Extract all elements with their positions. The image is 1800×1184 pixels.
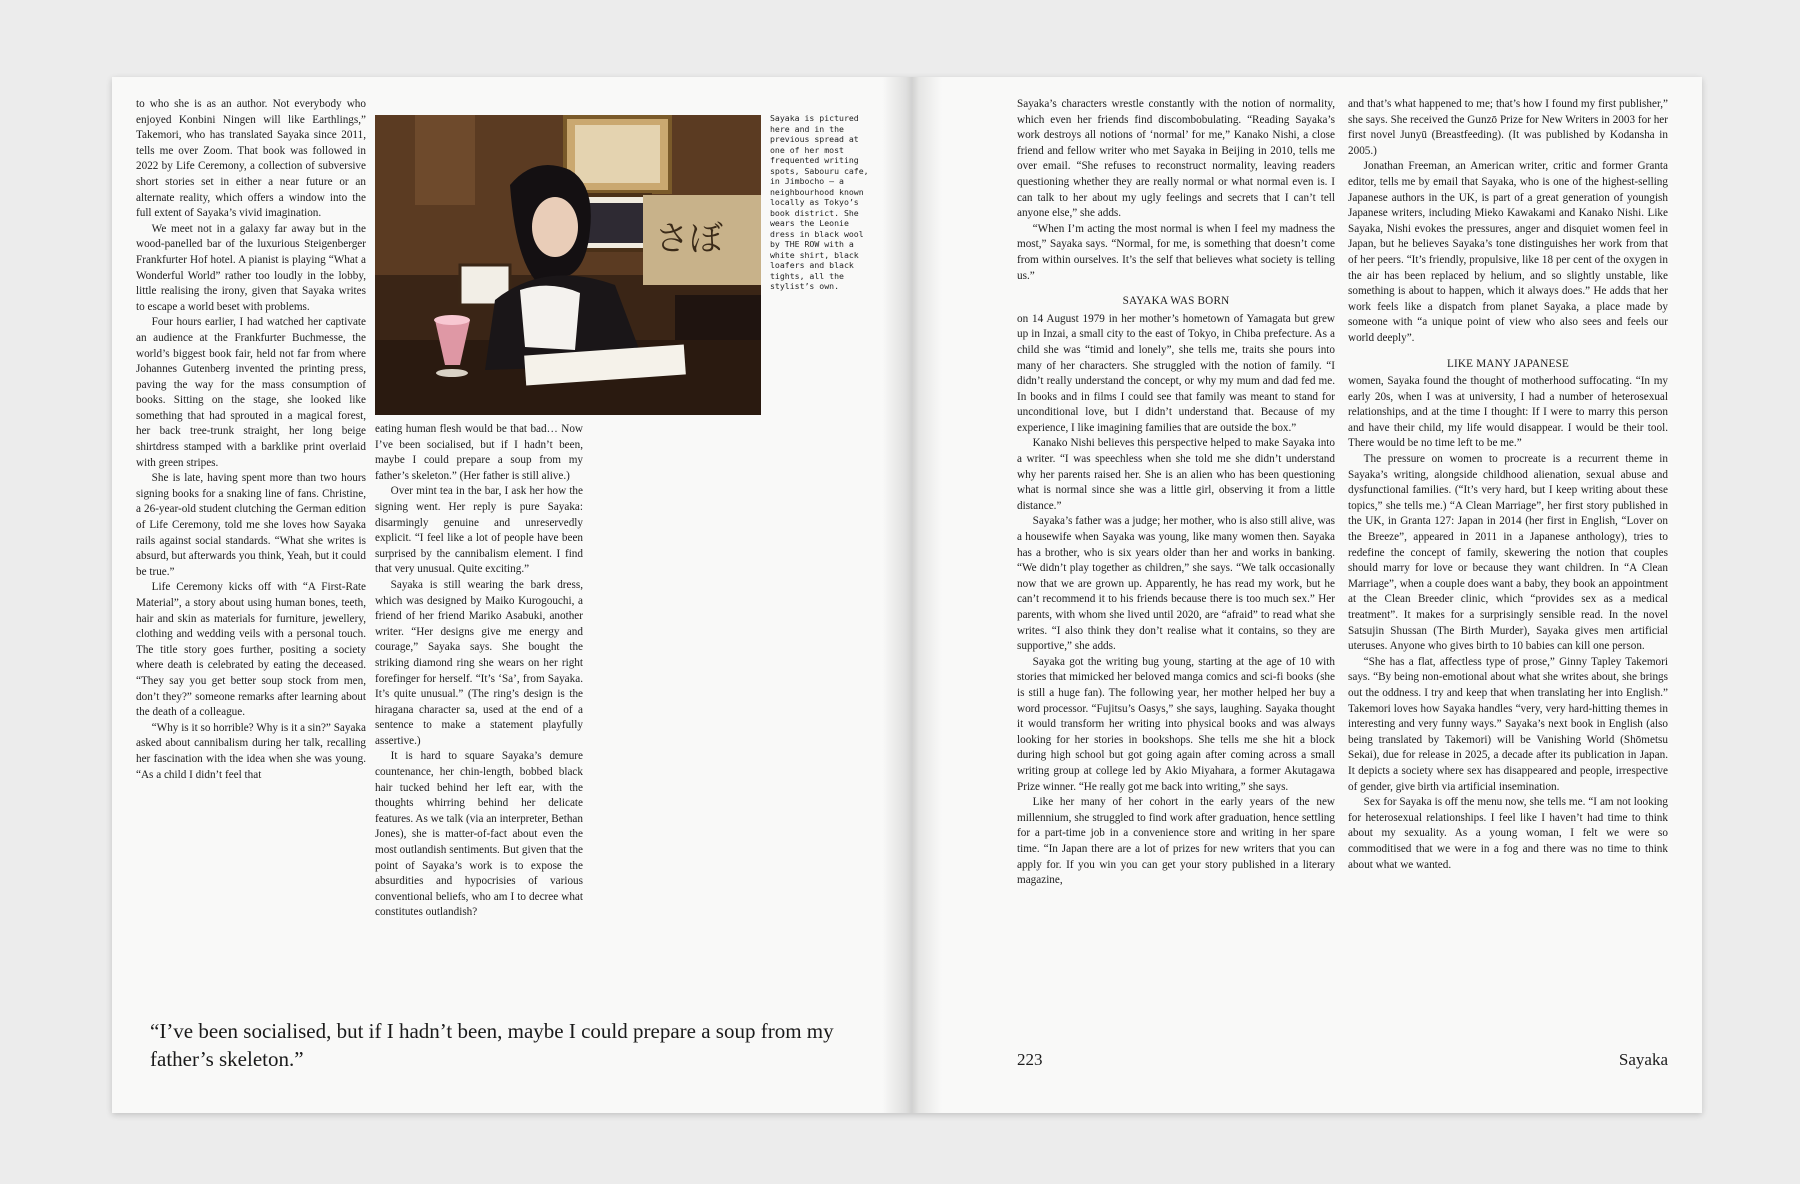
right-column-1 — [1017, 97, 1335, 889]
left-column-1 — [136, 97, 366, 783]
svg-text:さぼ: さぼ — [655, 219, 723, 259]
body-paragraph: Sayaka is still wearing the bark dress, which was designed by Maiko Kurogouchi, a friend of her friend Mariko Asabuki, another writer. “Her designs give me energy and courage,” Sayaka says. She bought the striking diamond ring she wears on her right forefinger for herself. “It’s ‘Sa’, from Sayaka. It’s quite unusual.” (The ring’s design is the hiragana character sa, used at the end of a sentence to make a statement playfully assertive.) — [375, 578, 583, 747]
running-head: Sayaka — [1618, 1050, 1668, 1069]
right-column-2 — [1348, 97, 1668, 873]
body-paragraph: It is hard to square Sayaka’s demure countenance, her chin-length, bobbed black hair tucked behind her left ear, with the thoughts whirring behind her delicate features. As we talk (via an interpreter, Bethan Jones), she is matter-of-fact about even the most outlandish sentiments. But given that the point of Sayaka’s work is to expose the absurdities and hypocrisies of various conventional beliefs, who am I to decree what constitutes outlandish? — [375, 750, 583, 919]
body-paragraph: Like her many of her cohort in the early years of the new millennium, she struggled to find work after graduation, hence settling for a part-time job in a convenience store and writing in her spare time. “In Japan there are a lot of prizes for new writers that you can apply for. If you win you can get your story published in a literary magazine, — [1017, 796, 1335, 887]
body-paragraph: Life Ceremony kicks off with “A First-Rate Material”, a story about using human bones, teeth, hair and skin as materials for furniture, jewellery, clothing and wedding veils with a personal touch. The title story goes further, positing a society where death is celebrated by eating the deceased. “They say you get better soup stock from men, don’t they?” someone remarks after learning about the death of a colleague. — [136, 581, 366, 719]
magazine-spread — [112, 77, 1702, 1113]
body-paragraph: “She has a flat, affectless type of prose,” Ginny Tapley Takemori says. “By being non-emotional about what she writes about, she brings out the oddness. I try and keep that when translating her into English.” Takemori loves how Sayaka handles “very, very hard-hitting themes in interesting and very funny ways.” Sayaka’s next book in English (also being translated by Takemori) will be Vanishing World (Shōmetsu Sekai), due for release in 2025, a decade after its publication in Japan. It depicts a society where sex has disappeared and people, irrespective of gender, give birth via artificial insemination. — [1348, 655, 1668, 793]
spine-shadow — [882, 77, 942, 1113]
body-paragraph: Jonathan Freeman, an American writer, critic and former Granta editor, tells me by email that Sayaka, who is one of the highest-selling Japanese authors in the UK, is part of a great generation of youngish Japanese writers, including Mieko Kawakami and Kanako Nishi. Like Sayaka, Nishi evokes the pressures, anger and disquiet women feel in Japan, but he believes Sayaka’s tone distinguishes her work from that of her peers. “It’s friendly, propulsive, like 18 per cent of the oxygen in the air has been replaced by helium, and so slightly unstable, like something is about to happen, which it always does.” He adds that her work feels like a dispatch from planet Sayaka, a place made by someone with “a unique point of view who also sees and feels our world deeply”. — [1348, 160, 1668, 344]
body-paragraph: Kanako Nishi believes this perspective helped to make Sayaka into a writer. “I was speechless when she told me she didn’t understand why her parents raised her. She is an alien who has been questioning what is normal since she was a little girl, observing it from a little distance.” — [1017, 437, 1335, 512]
cafe-scene-image — [375, 115, 761, 415]
section-subhead: LIKE MANY JAPANESE — [1446, 357, 1570, 370]
body-paragraph: to who she is as an author. Not everybody who enjoyed Konbini Ningen will like Earthlings,” Takemori, who has translated Sayaka since 2011, tells me over Zoom. That book was followed in 2022 by Life Ceremony, a collection of subversive short stories set in either a near future or an alternate reality, which offers a window into the full extent of Sayaka’s vivid imagination. — [136, 98, 366, 220]
body-paragraph: We meet not in a galaxy far away but in the wood-panelled bar of the luxurious Steigenberger Frankfurter Hof hotel. A pianist is playing “What a Wonderful World” rather too loudly in the lobby, little realising the irony, given that Sayaka writes to escape a world beset with problems. — [136, 222, 366, 313]
photo-caption: Sayaka is pictured here and in the previous spread at one of her most frequented writing spots, Sabouru cafe, in Jimbocho – a neighbourhood known locally as Tokyo’s book district. She wears the Leonie dress in black wool by THE ROW with a white shirt, black loafers and black tights, all the stylist’s own. — [770, 113, 869, 291]
body-paragraph: on 14 August 1979 in her mother’s hometown of Yamagata but grew up in Inzai, a small city to the east of Tokyo, in Chiba prefecture. As a child she was “timid and lonely”, she tells me, traits she pours into many of her characters. She struggled with the notion of family. “I didn’t really understand the concept, or why my mum and dad fed me. In books and in films I could see that family was meant to stand for unconditional love, but I didn’t understand that. Because of my experience, I like imagining families that are outside the box.” — [1017, 312, 1335, 434]
portrait-photo — [375, 115, 761, 415]
body-paragraph: Sex for Sayaka is off the menu now, she tells me. “I am not looking for heterosexual relationships. I feel like I haven’t had time to think about my sexuality. As a young woman, I felt we were so commoditised that we were in a fog and there was no time to think about what we wanted. — [1348, 796, 1668, 871]
body-paragraph: Sayaka got the writing bug young, starting at the age of 10 with stories that mimicked her beloved manga comics and sci-fi books (she is still a huge fan). The following year, her mother helped her buy a word processor. “Fujitsu’s Oasys,” she says, laughing. Sayaka thought it would transform her writing into physical books and was always looking for her stories in bookshops. She tells me she hit a block during high school but got going again after coming across a small writing group at college led by Akio Miyahara, a former Akutagawa Prize winner. “He really got me back into writing,” she says. — [1017, 655, 1335, 793]
body-paragraph: Four hours earlier, I had watched her captivate an audience at the Frankfurter Buchmesse, the world’s biggest book fair, held not far from where Johannes Gutenberg invented the printing press, paving the way for the mass consumption of books. Sitting on the stage, she looked like something that had sprouted in a magical forest, her back tree-trunk straight, her long beige shirtdress stamped with a barklike print overlaid with green stripes. — [136, 316, 366, 469]
body-paragraph: “When I’m acting the most normal is when I feel my madness the most,” Sayaka says. “Normal, for me, is something that doesn’t come from within ourselves. It’s the self that believes what society is telling us.” — [1017, 222, 1335, 282]
page-number: 223 — [1017, 1050, 1043, 1069]
body-paragraph: Sayaka’s characters wrestle constantly with the notion of normality, which even her friends find discombobulating. “Reading Sayaka’s work destroys all notions of ‘normal’ for me,” Kanako Nishi, a close friend and fellow writer who met Sayaka in Beijing in 2010, tells me over email. “She refuses to reconstruct normality, leaving readers questioning whether they are really normal or what normal even is. I can talk to her about my ugly feelings and secrets that I can’t tell anyone else,” she adds. — [1017, 98, 1335, 220]
body-paragraph: Sayaka’s father was a judge; her mother, who is also still alive, was a housewife when Sayaka was young, like many women then. Sayaka has a brother, who is six years older than her and works in banking. “We didn’t play together as children,” she says. “We talk occasionally now that we are grown up. Apparently, he has read my work, but he can’t recommend it to his friends because there is too much sex.” Her parents, with whom she lived until 2020, are “afraid” to read what she writes. “I also think they don’t realise what it contains, so they are supportive,” she adds. — [1017, 515, 1335, 653]
section-subhead: SAYAKA WAS BORN — [1122, 295, 1230, 308]
body-paragraph: Over mint tea in the bar, I ask her how the signing went. Her reply is pure Sayaka: disarmingly genuine and unreservedly explicit. “I feel like a lot of people have been surprised by the cannibalism element. I find that very unusual. Quite exciting.” — [375, 485, 583, 576]
body-paragraph: eating human flesh would be that bad… Now I’ve been socialised, but if I hadn’t been, maybe I could prepare a soup from my father’s skeleton.” (Her father is still alive.) — [375, 423, 583, 482]
left-column-2 — [375, 422, 583, 921]
body-paragraph: The pressure on women to procreate is a recurrent theme in Sayaka’s writing, alongside childhood alienation, sexual abuse and dysfunctional families. (“It’s very hard, but I keep writing about these topics,” she tells me.) “A Clean Marriage”, her first story published in the UK, in Granta 127: Japan in 2014 (her first in English, “Lover on the Breeze”, appeared in 2011 in a Japanese anthology), tries to redefine the concept of family, skewering the notion that couples should marry for love or because they want children. In “A Clean Marriage”, when a couple does want a baby, they book an appointment at the Clean Breeder clinic, which “provides sex as a medical treatment”. It makes for a surprisingly sensible read. In the novel Satsujin Shussan (The Birth Murder), Sayaka gives men artificial uteruses. Anyone who gives birth to 10 babies can kill one person. — [1348, 453, 1668, 653]
body-paragraph: women, Sayaka found the thought of motherhood suffocating. “In my early 20s, when I was at university, I had a number of heterosexual relationships, and at the time I thought: If I were to marry this person and have their child, my life would disappear. I would be their tool. There would be no time left to be me.” — [1348, 375, 1668, 450]
pull-quote: “I’ve been socialised, but if I hadn’t been, maybe I could prepare a soup from my father’s skeleton.” — [150, 1019, 834, 1071]
body-paragraph: “Why is it so horrible? Why is it a sin?” Sayaka asked about cannibalism during her talk, recalling her fascination with the idea when she was young. “As a child I didn’t feel that — [136, 721, 366, 781]
body-paragraph: and that’s what happened to me; that’s how I found my first publisher,” she says. She received the Gunzō Prize for New Writers in 2003 for her first novel Junyū (Breastfeeding). (It was published by Kodansha in 2005.) — [1348, 98, 1668, 157]
body-paragraph: She is late, having spent more than two hours signing books for a snaking line of fans. Christine, a 26-year-old student clutching the German edition of Life Ceremony, told me she loves how Sayaka rails against social standards. “What she writes is absurd, but afterwards you think, Yeah, but it could be true.” — [136, 472, 366, 578]
